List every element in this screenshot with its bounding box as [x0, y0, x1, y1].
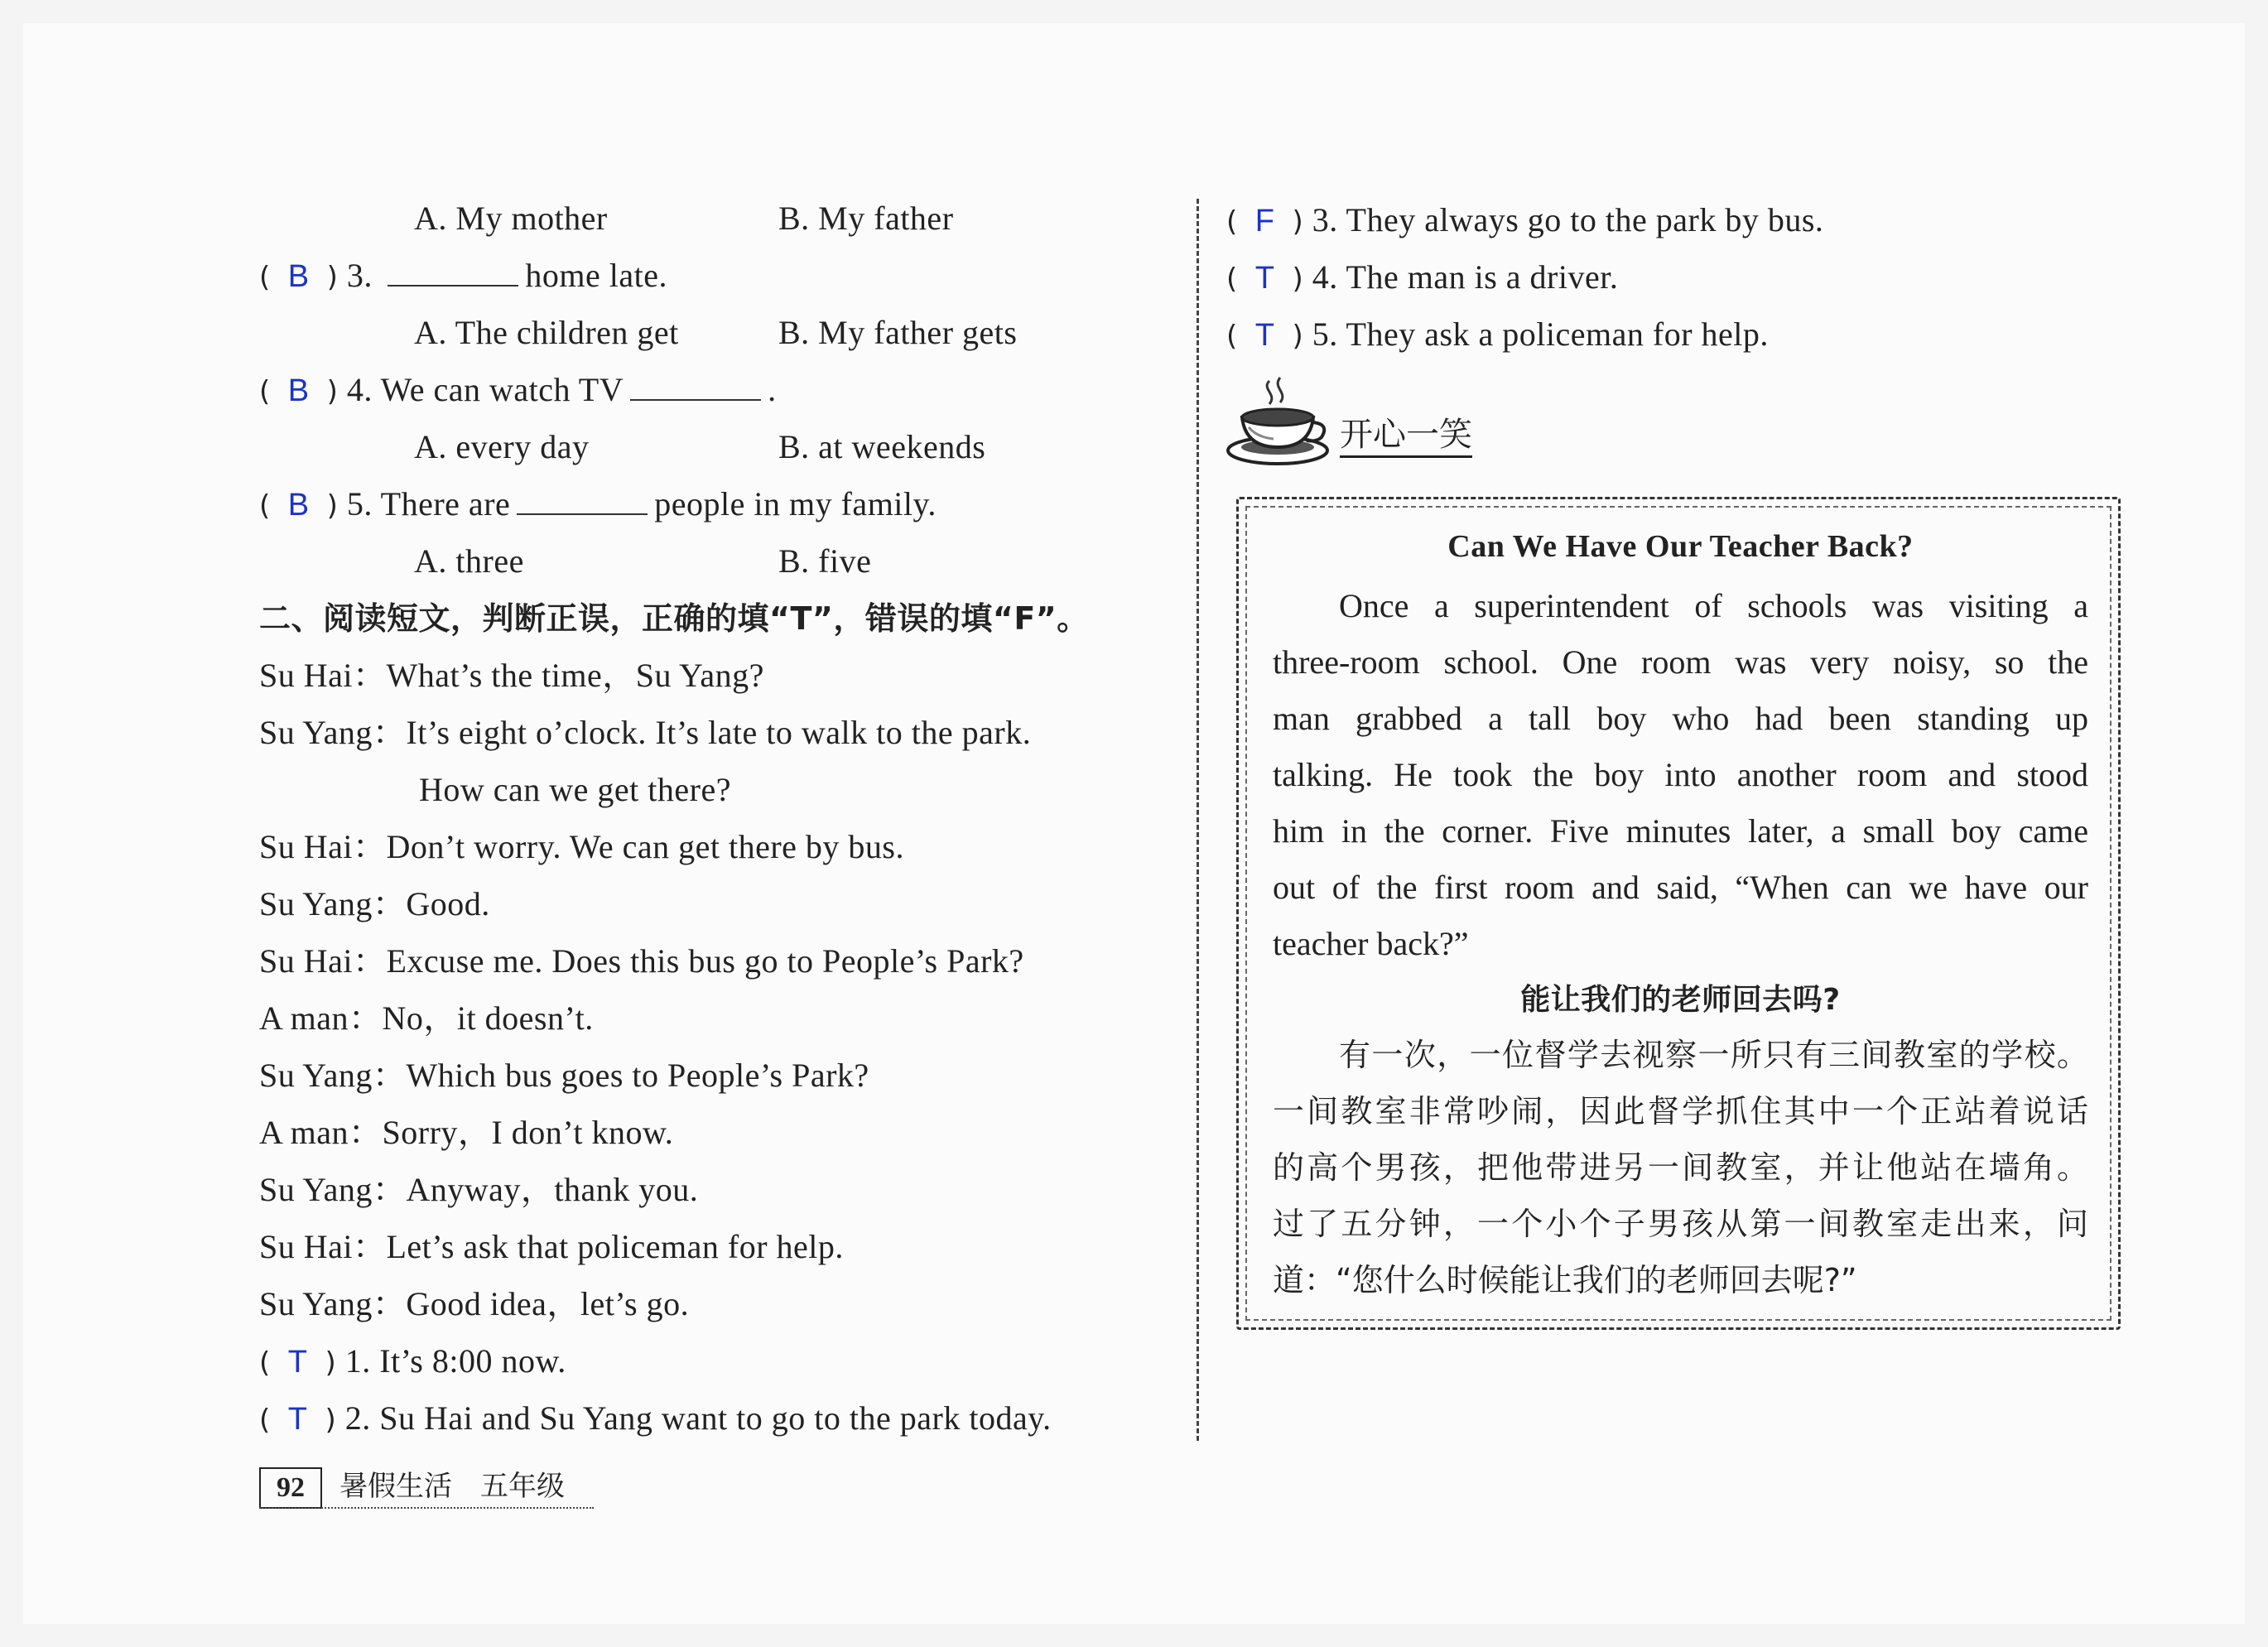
tf-answer-2: T: [287, 1402, 308, 1437]
tf-item-4: ( T ) 4. The man is a driver.: [1226, 258, 1619, 296]
answer-5: B: [287, 488, 310, 523]
tf-text: 2. Su Hai and Su Yang want to go to the park today.: [344, 1399, 1052, 1437]
dialogue-line: Su Yang：It’s eight o’clock. It’s late to walk to the park.: [259, 714, 1032, 751]
cn-story-title: 能让我们的老师回去吗?: [1520, 983, 1841, 1017]
tf-text: 4. The man is a driver.: [1312, 258, 1619, 296]
q4-option-b: B. at weekends: [778, 428, 986, 465]
story-line: out of the first room and said, “When can we have our: [1273, 869, 2088, 906]
answer-blank: [630, 371, 761, 401]
cn-story-line: 的高个男孩，把他带进另一间教室，并让他站在墙角。: [1273, 1149, 2088, 1186]
cn-story-line: 有一次，一位督学去视察一所只有三间教室的学校。: [1339, 1037, 2088, 1073]
q2-option-a: A. My mother: [414, 200, 608, 237]
tf-answer-3: F: [1254, 204, 1275, 238]
story-line: him in the corner. Five minutes later, a small boy came: [1273, 812, 2088, 850]
answer-3: B: [287, 259, 310, 294]
question-end: .: [768, 371, 777, 408]
tf-text: 3. They always go to the park by bus.: [1312, 201, 1824, 238]
story-title: Can We Have Our Teacher Back?: [1447, 529, 1914, 564]
tf-item-3: ( F ) 3. They always go to the park by bus.: [1226, 201, 1824, 238]
cn-story-line: 过了五分钟，一个小个子男孩从第一间教室走出来，问: [1273, 1206, 2088, 1242]
question-5: ( B ) 5. There are people in my family.: [259, 485, 937, 523]
tf-text: 1. It’s 8:00 now.: [344, 1342, 566, 1380]
question-number: 4.: [346, 371, 373, 408]
q2-option-b: B. My father: [778, 200, 954, 237]
dialogue-line: Su Hai：Don’t worry. We can get there by bus.: [259, 828, 904, 865]
story-line: talking. He took the boy into another room and stood: [1273, 756, 2088, 793]
tf-answer-1: T: [287, 1345, 308, 1380]
coffee-cup-icon: [1224, 374, 1331, 470]
dialogue-line: Su Yang：Good idea，let’s go.: [259, 1285, 690, 1322]
tf-answer-5: T: [1254, 318, 1275, 353]
answer-blank: [388, 257, 518, 287]
footer-rule: [259, 1507, 594, 1509]
question-text: home late.: [525, 257, 667, 294]
dialogue-line: Su Yang：Which bus goes to People’s Park?: [259, 1057, 869, 1094]
question-4: ( B ) 4. We can watch TV .: [259, 371, 777, 408]
tf-answer-4: T: [1254, 261, 1275, 296]
tf-item-1: ( T ) 1. It’s 8:00 now.: [259, 1342, 566, 1380]
dialogue-line: Su Yang：Good.: [259, 885, 490, 922]
page-number: 92: [259, 1467, 322, 1509]
dialogue-line: Su Yang：Anyway，thank you.: [259, 1171, 699, 1208]
tf-text: 5. They ask a policeman for help.: [1312, 315, 1769, 353]
q3-option-b: B. My father gets: [778, 314, 1018, 351]
story-line: three-room school. One room was very noisy, so the: [1273, 643, 2088, 681]
question-text: We can watch TV: [380, 371, 624, 408]
q4-option-a: A. every day: [414, 428, 590, 465]
dialogue-line: Su Hai：What’s the time，Su Yang?: [259, 657, 764, 694]
dialogue-line: How can we get there?: [419, 771, 731, 808]
q5-option-b: B. five: [778, 542, 872, 580]
story-text: [1273, 578, 2088, 972]
cn-story-line: 道：“您什么时候能让我们的老师回去呢?”: [1273, 1262, 1857, 1298]
question-number: 3.: [346, 257, 373, 294]
story-line: teacher back?”: [1273, 925, 1469, 962]
dialogue-line: Su Hai：Let’s ask that policeman for help.: [259, 1228, 844, 1265]
column-divider: [1197, 199, 1199, 1441]
dialogue-line: A man：No，it doesn’t.: [259, 999, 594, 1037]
answer-blank: [517, 485, 648, 515]
q5-option-a: A. three: [414, 542, 524, 580]
book-title: 暑假生活 五年级: [339, 1470, 565, 1503]
cn-story-text: [1273, 1027, 2088, 1308]
section2-title: 二、阅读短文，判断正误，正确的填“T”，错误的填“F”。: [259, 600, 1089, 637]
tf-item-2: ( T ) 2. Su Hai and Su Yang want to go to the park today.: [259, 1399, 1052, 1437]
q3-option-a: A. The children get: [414, 314, 679, 351]
answer-4: B: [287, 373, 310, 408]
question-number: 5.: [346, 485, 373, 523]
cn-story-line: 一间教室非常吵闹，因此督学抓住其中一个正站着说话: [1273, 1093, 2088, 1129]
question-text-end: people in my family.: [654, 485, 937, 523]
dialogue-line: Su Hai：Excuse me. Does this bus go to People’s Park?: [259, 942, 1024, 980]
dialogue-line: A man：Sorry，I don’t know.: [259, 1114, 674, 1151]
tf-item-5: ( T ) 5. They ask a policeman for help.: [1226, 315, 1769, 353]
question-text: There are: [380, 485, 511, 523]
section-heading: 开心一笑: [1340, 414, 1472, 458]
story-line: Once a superintendent of schools was visiting a: [1339, 587, 2088, 624]
question-3: ( B ) 3. home late.: [259, 257, 667, 294]
story-line: man grabbed a tall boy who had been standing up: [1273, 700, 2088, 737]
